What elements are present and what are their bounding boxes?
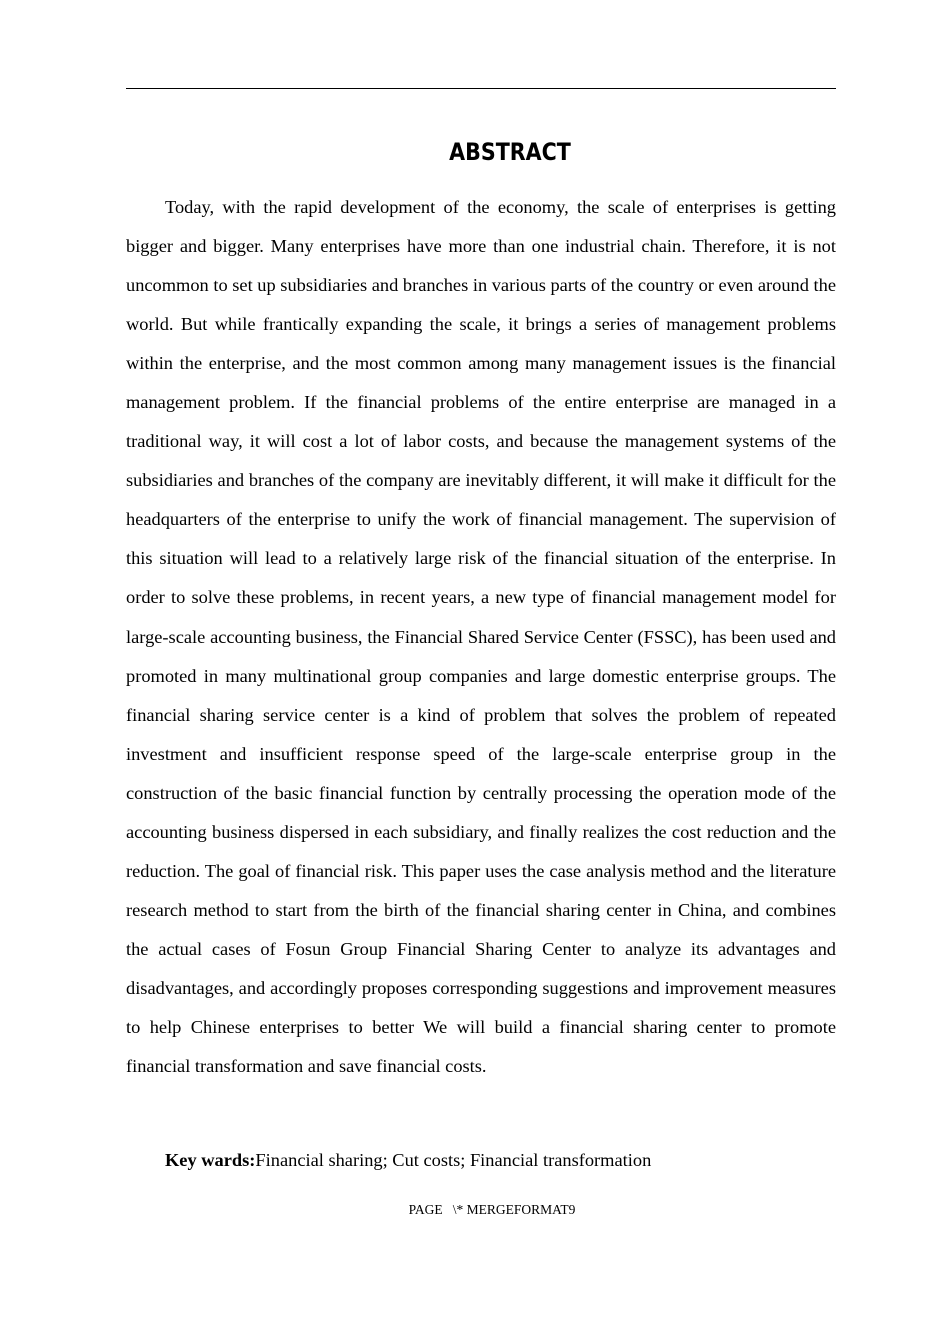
keywords-line (165, 1146, 836, 1174)
keywords-label: Key wards: (165, 1150, 256, 1170)
page-footer-field: PAGE \* MERGEFORMAT9 (408, 1202, 576, 1217)
keywords-value: Financial sharing; Cut costs; Financial transformation (255, 1150, 652, 1170)
header-divider (126, 88, 836, 89)
abstract-paragraph: Today, with the rapid development of the economy, the scale of enterprises is getting bigger and bigger. Many enterprises have more than one industrial chain. Therefore, it is not uncommon to set up subsidiaries and branches in various parts of the country or even around the world. But while frantically expanding the scale, it brings a series of management problems within the enterprise, and the most common among many management issues is the financial management problem. If the financial problems of the entire enterprise are managed in a traditional way, it will cost a lot of labor costs, and because the management systems of the subsidiaries and branches of the company are inevitably different, it will make it difficult for the headquarters of the enterprise to unify the work of financial management. The supervision of this situation will lead to a relatively large risk of the financial situation of the enterprise. In order to solve these problems, in recent years, a new type of financial management model for large-scale accounting business, the Financial Shared Service Center (FSSC), has been used and promoted in many multinational group companies and large domestic enterprise groups. The financial sharing service center is a kind of problem that solves the problem of repeated investment and insufficient response speed of the large-scale enterprise group in the construction of the basic financial function by centrally processing the operation mode of the accounting business dispersed in each subsidiary, and finally realizes the cost reduction and the reduction. The goal of financial risk. This paper uses the case analysis method and the literature research method to start from the birth of the financial sharing center in China, and combines the actual cases of Fosun Group Financial Sharing Center to analyze its advantages and disadvantages, and accordingly proposes corresponding suggestions and improvement measures to help Chinese enterprises to better We will build a financial sharing center to promote financial transformation and save financial costs. (126, 197, 836, 1077)
abstract-title: ABSTRACT (449, 138, 571, 166)
